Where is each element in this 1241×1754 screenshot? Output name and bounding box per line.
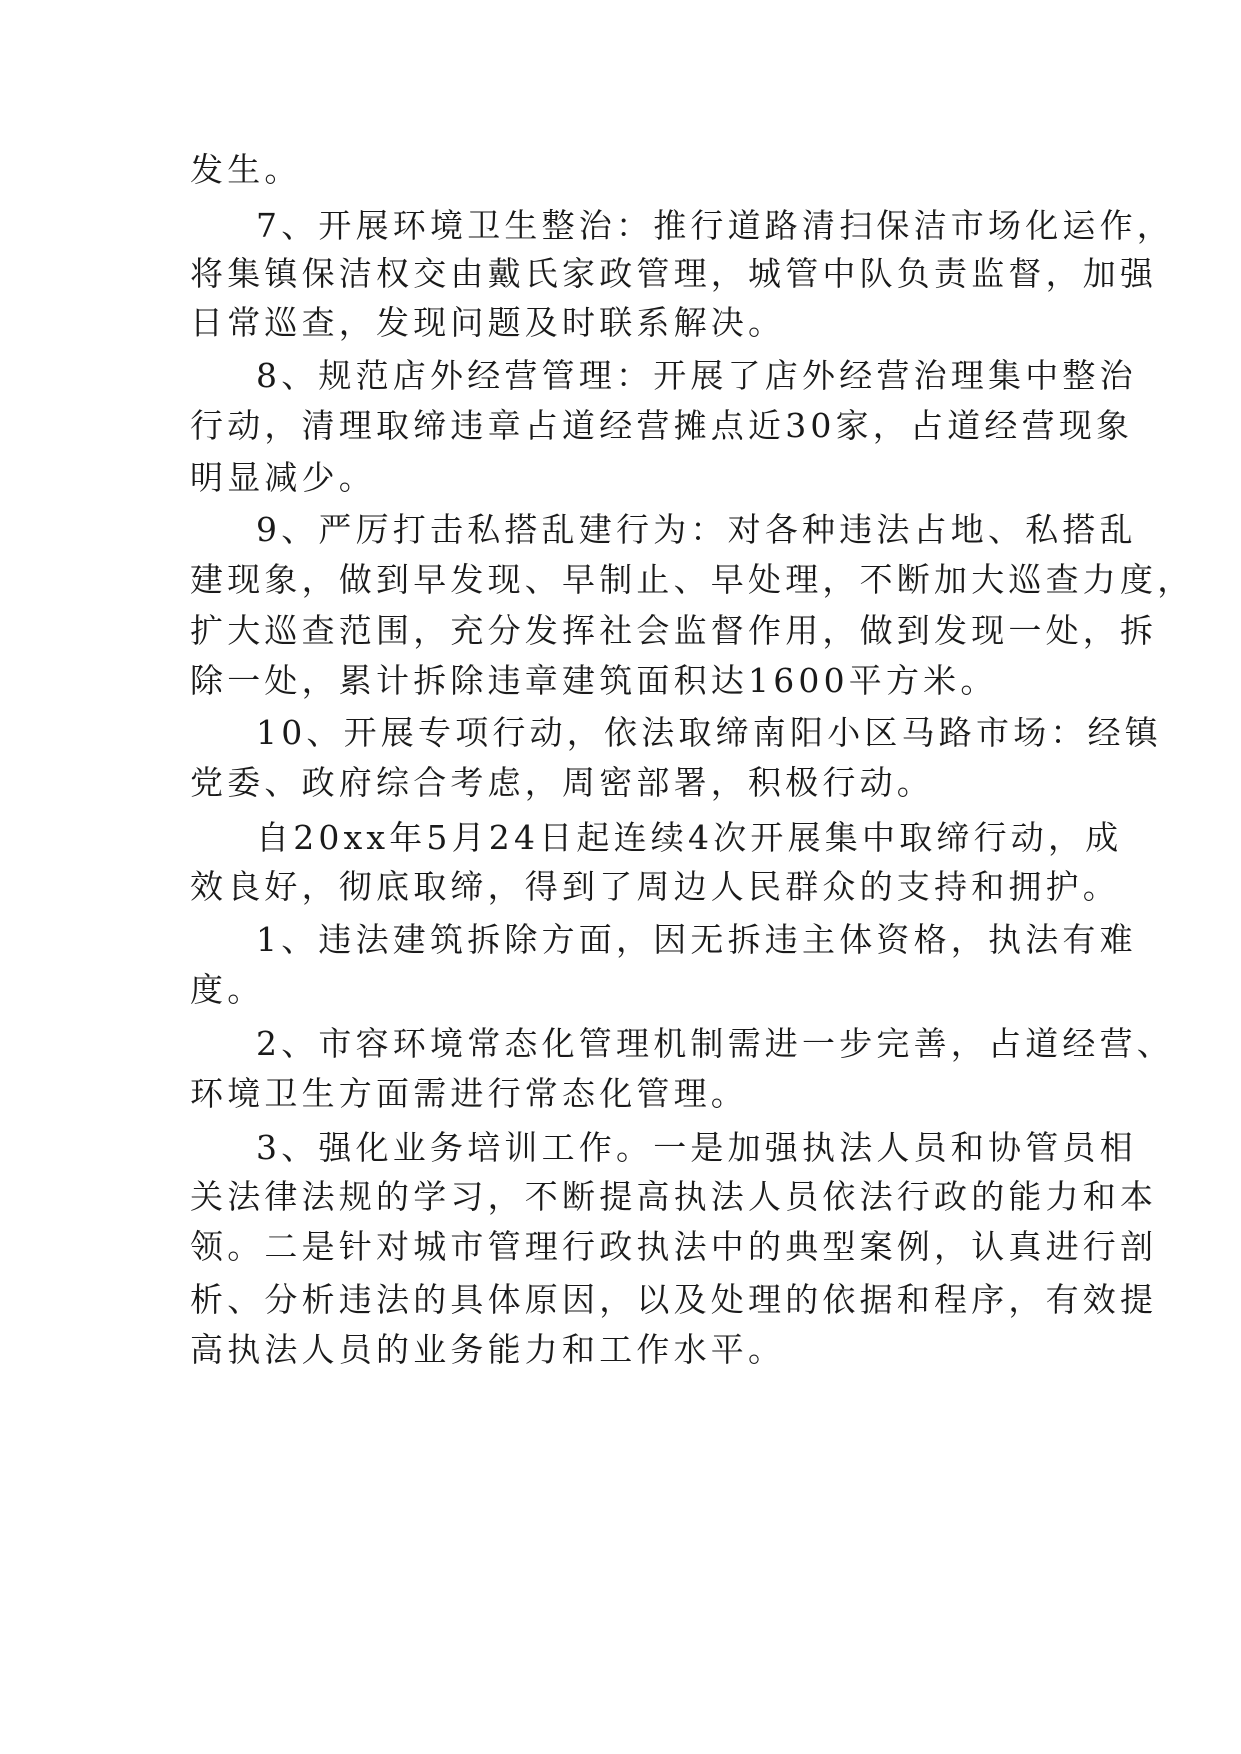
text-line: 环境卫生方面需进行常态化管理。	[190, 1074, 748, 1113]
text-line: 建现象，做到早发现、早制止、早处理，不断加大巡查力度，	[190, 560, 1195, 599]
paragraph-first-line: 7、开展环境卫生整治：推行道路清扫保洁市场化运作，	[256, 206, 1174, 245]
paragraph-first-line: 9、严厉打击私搭乱建行为：对各种违法占地、私搭乱	[256, 510, 1137, 549]
text-line: 析、分析违法的具体原因，以及处理的依据和程序，有效提	[190, 1280, 1158, 1319]
paragraph-first-line: 2、市容环境常态化管理机制需进一步完善，占道经营、	[256, 1024, 1174, 1063]
paragraph-first-line: 自20xx年5月24日起连续4次开展集中取缔行动，成	[256, 818, 1123, 857]
text-line: 日常巡查，发现问题及时联系解决。	[190, 303, 786, 342]
text-line: 扩大巡查范围，充分发挥社会监督作用，做到发现一处，拆	[190, 611, 1158, 650]
paragraph-first-line: 3、强化业务培训工作。一是加强执法人员和协管员相	[256, 1128, 1137, 1167]
text-line: 领。二是针对城市管理行政执法中的典型案例，认真进行剖	[190, 1227, 1158, 1266]
text-line: 高执法人员的业务能力和工作水平。	[190, 1330, 786, 1369]
paragraph-first-line: 8、规范店外经营管理：开展了店外经营治理集中整治	[256, 356, 1137, 395]
text-line: 行动，清理取缔违章占道经营摊点近30家，占道经营现象	[190, 406, 1134, 445]
text-line: 发生。	[190, 150, 302, 189]
text-line: 党委、政府综合考虑，周密部署，积极行动。	[190, 763, 934, 802]
text-line: 关法律法规的学习，不断提高执法人员依法行政的能力和本	[190, 1177, 1158, 1216]
text-line: 效良好，彻底取缔，得到了周边人民群众的支持和拥护。	[190, 867, 1120, 906]
paragraph-first-line: 10、开展专项行动，依法取缔南阳小区马路市场：经镇	[256, 713, 1162, 752]
paragraph-first-line: 1、违法建筑拆除方面，因无拆违主体资格，执法有难	[256, 920, 1137, 959]
text-line: 度。	[190, 970, 265, 1009]
text-line: 明显减少。	[190, 458, 376, 497]
text-line: 将集镇保洁权交由戴氏家政管理，城管中队负责监督，加强	[190, 254, 1158, 293]
text-line: 除一处，累计拆除违章建筑面积达1600平方米。	[190, 661, 998, 700]
